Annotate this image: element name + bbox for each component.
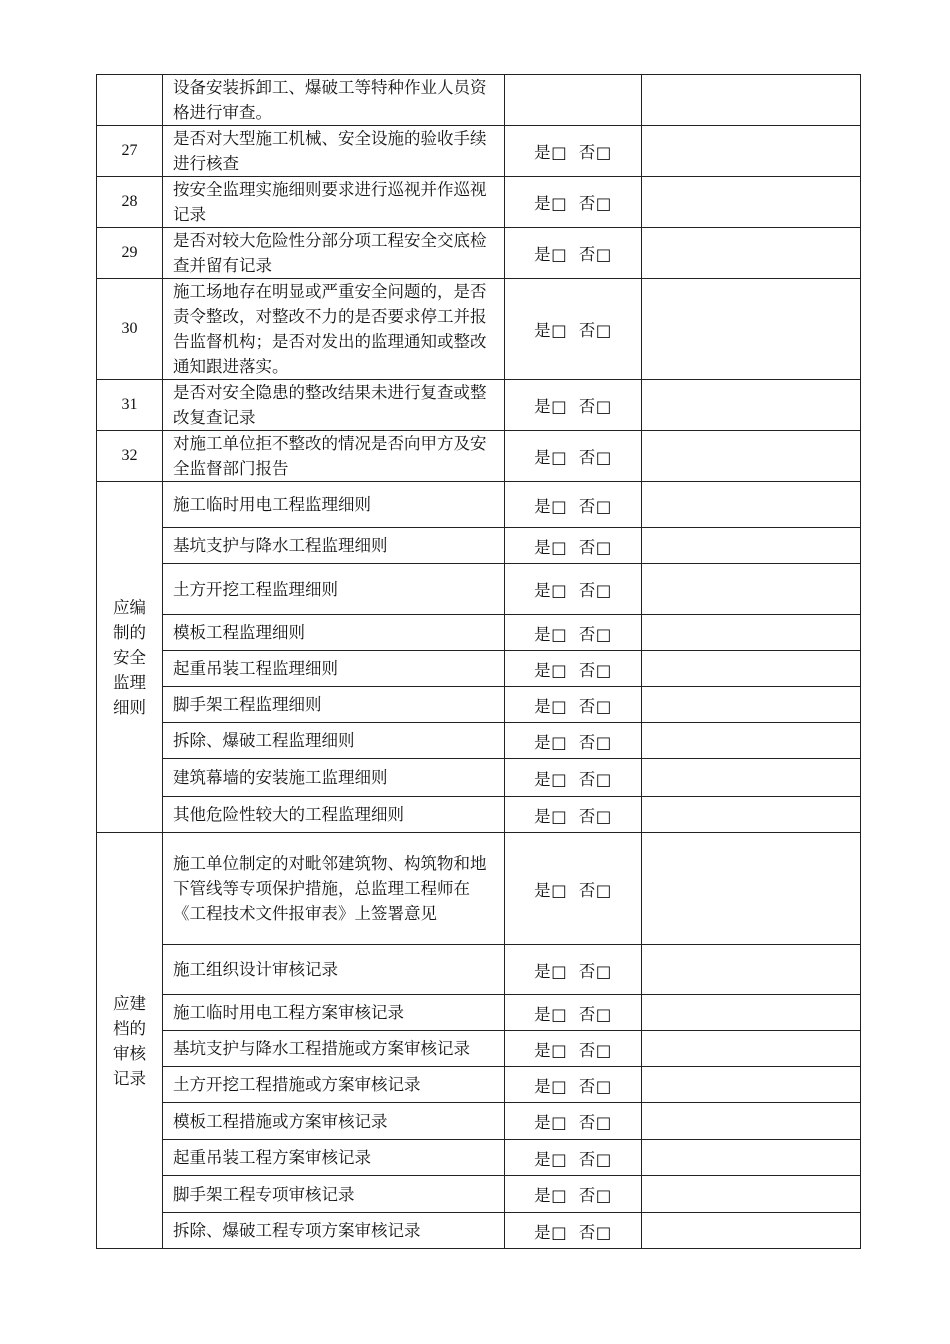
group-label-cell	[97, 833, 163, 1249]
table-row	[97, 797, 861, 833]
remarks-cell[interactable]	[642, 564, 861, 615]
table-row	[97, 380, 861, 431]
no-checkbox[interactable]: 否□	[578, 245, 612, 264]
remarks-cell[interactable]	[642, 797, 861, 833]
no-checkbox[interactable]: 否□	[578, 1222, 612, 1242]
no-checkbox[interactable]: 否□	[578, 1149, 612, 1169]
table-row	[97, 615, 861, 651]
yes-no-checkbox-cell[interactable]	[505, 687, 642, 723]
yes-no-checkbox-cell[interactable]	[505, 1213, 642, 1249]
yes-checkbox[interactable]: 是□	[534, 660, 568, 680]
no-checkbox[interactable]: 否□	[578, 448, 612, 467]
table-row	[97, 75, 861, 126]
no-checkbox[interactable]: 否□	[578, 1186, 612, 1205]
item-number: 29	[97, 228, 163, 279]
remarks-cell[interactable]	[642, 995, 861, 1031]
yes-checkbox[interactable]: 是□	[534, 880, 568, 900]
remarks-cell[interactable]	[642, 687, 861, 723]
yes-checkbox[interactable]: 是□	[534, 581, 568, 600]
item-number: 28	[97, 177, 163, 228]
no-checkbox[interactable]: 否□	[578, 1004, 612, 1024]
yes-checkbox[interactable]: 是□	[534, 624, 568, 644]
table-row	[97, 126, 861, 177]
yes-checkbox[interactable]: 是□	[534, 769, 568, 789]
yes-no-checkbox-cell[interactable]	[505, 1031, 642, 1067]
yes-checkbox[interactable]: 是□	[534, 448, 568, 467]
yes-no-checkbox-cell[interactable]	[505, 279, 642, 380]
yes-no-checkbox-cell[interactable]	[505, 1103, 642, 1140]
yes-checkbox[interactable]: 是□	[534, 1186, 568, 1205]
remarks-cell[interactable]	[642, 1140, 861, 1176]
remarks-cell[interactable]	[642, 177, 861, 228]
yes-no-checkbox-cell[interactable]	[505, 797, 642, 833]
remarks-cell[interactable]	[642, 651, 861, 687]
yes-checkbox[interactable]: 是□	[534, 496, 568, 516]
yes-checkbox[interactable]: 是□	[534, 194, 568, 213]
no-checkbox[interactable]: 否□	[578, 397, 612, 416]
no-checkbox[interactable]: 否□	[578, 732, 612, 752]
check-item-text: 建筑幕墙的安装施工监理细则	[163, 759, 505, 797]
table-row	[97, 482, 861, 528]
table-row	[97, 1067, 861, 1103]
check-item-text: 按安全监理实施细则要求进行巡视并作巡视记录	[163, 177, 505, 228]
check-item-text: 施工临时用电工程监理细则	[163, 482, 505, 528]
check-item-text: 脚手架工程监理细则	[163, 687, 505, 723]
table-row	[97, 177, 861, 228]
table-row	[97, 759, 861, 797]
yes-no-checkbox-cell[interactable]	[505, 1176, 642, 1213]
no-checkbox[interactable]: 否□	[578, 1040, 612, 1060]
yes-no-checkbox-cell[interactable]	[505, 833, 642, 945]
check-item-text: 土方开挖工程措施或方案审核记录	[163, 1067, 505, 1103]
check-item-text: 施工临时用电工程方案审核记录	[163, 995, 505, 1031]
item-number	[97, 75, 163, 126]
yes-checkbox[interactable]: 是□	[534, 397, 568, 416]
check-item-text: 起重吊装工程监理细则	[163, 651, 505, 687]
no-checkbox[interactable]: 否□	[578, 696, 612, 716]
no-checkbox[interactable]: 否□	[578, 961, 612, 981]
table-row	[97, 945, 861, 995]
yes-no-checkbox-cell[interactable]	[505, 380, 642, 431]
table-row	[97, 1176, 861, 1213]
group-label: 应建档的审核记录	[113, 993, 146, 1088]
check-item-text: 模板工程措施或方案审核记录	[163, 1103, 505, 1140]
remarks-cell[interactable]	[642, 431, 861, 482]
table-row	[97, 723, 861, 759]
table-row	[97, 1031, 861, 1067]
check-item-text: 施工场地存在明显或严重安全问题的，是否责令整改，对整改不力的是否要求停工并报告监督机构；是否对发出的监理通知或整改通知跟进落实。	[163, 279, 505, 380]
remarks-cell[interactable]	[642, 615, 861, 651]
table-row	[97, 833, 861, 945]
remarks-cell[interactable]	[642, 759, 861, 797]
check-item-text: 是否对安全隐患的整改结果未进行复查或整改复查记录	[163, 380, 505, 431]
yes-no-checkbox-cell[interactable]	[505, 1067, 642, 1103]
no-checkbox[interactable]: 否□	[578, 624, 612, 644]
yes-no-checkbox-cell[interactable]	[505, 177, 642, 228]
yes-checkbox[interactable]: 是□	[534, 1076, 568, 1096]
table-row	[97, 687, 861, 723]
check-item-text: 施工组织设计审核记录	[163, 945, 505, 995]
table-row	[97, 995, 861, 1031]
yes-no-checkbox-cell[interactable]	[505, 1140, 642, 1176]
yes-checkbox[interactable]: 是□	[534, 1004, 568, 1024]
check-item-text: 设备安装拆卸工、爆破工等特种作业人员资格进行审查。	[163, 75, 505, 126]
table-row	[97, 228, 861, 279]
yes-no-checkbox-cell[interactable]	[505, 945, 642, 995]
remarks-cell[interactable]	[642, 482, 861, 528]
yes-checkbox[interactable]: 是□	[534, 696, 568, 716]
remarks-cell[interactable]	[642, 1176, 861, 1213]
remarks-cell[interactable]	[642, 75, 861, 126]
remarks-cell[interactable]	[642, 1213, 861, 1249]
check-item-text: 是否对大型施工机械、安全设施的验收手续进行核查	[163, 126, 505, 177]
no-checkbox[interactable]: 否□	[578, 537, 612, 557]
yes-no-checkbox-cell[interactable]	[505, 564, 642, 615]
check-item-text: 模板工程监理细则	[163, 615, 505, 651]
no-checkbox[interactable]: 否□	[578, 143, 612, 162]
yes-no-checkbox-cell[interactable]	[505, 651, 642, 687]
check-item-text: 拆除、爆破工程监理细则	[163, 723, 505, 759]
yes-checkbox[interactable]: 是□	[534, 732, 568, 752]
yes-checkbox[interactable]: 是□	[534, 321, 568, 340]
no-checkbox[interactable]: 否□	[578, 321, 612, 340]
group-label: 应编制的安全监理细则	[113, 597, 146, 717]
check-item-text: 拆除、爆破工程专项方案审核记录	[163, 1213, 505, 1249]
remarks-cell[interactable]	[642, 279, 861, 380]
item-number: 30	[97, 279, 163, 380]
yes-checkbox[interactable]: 是□	[534, 1040, 568, 1060]
remarks-cell[interactable]	[642, 380, 861, 431]
yes-no-checkbox-cell[interactable]	[505, 126, 642, 177]
yes-checkbox[interactable]: 是□	[534, 143, 568, 162]
remarks-cell[interactable]	[642, 833, 861, 945]
yes-checkbox[interactable]: 是□	[534, 537, 568, 557]
no-checkbox[interactable]: 否□	[578, 806, 612, 826]
remarks-cell[interactable]	[642, 1067, 861, 1103]
no-checkbox[interactable]: 否□	[578, 1113, 612, 1132]
yes-no-checkbox-cell[interactable]	[505, 482, 642, 528]
yes-no-checkbox-cell[interactable]	[505, 759, 642, 797]
yes-no-checkbox-cell[interactable]	[505, 528, 642, 564]
yes-no-checkbox-cell[interactable]	[505, 995, 642, 1031]
no-checkbox[interactable]: 否□	[578, 496, 612, 516]
check-item-text: 基坑支护与降水工程措施或方案审核记录	[163, 1031, 505, 1067]
yes-checkbox[interactable]: 是□	[534, 1222, 568, 1242]
check-item-text: 土方开挖工程监理细则	[163, 564, 505, 615]
table-row	[97, 431, 861, 482]
remarks-cell[interactable]	[642, 228, 861, 279]
item-number: 27	[97, 126, 163, 177]
check-item-text: 起重吊装工程方案审核记录	[163, 1140, 505, 1176]
no-checkbox[interactable]: 否□	[578, 769, 612, 789]
remarks-cell[interactable]	[642, 528, 861, 564]
group-label-cell	[97, 482, 163, 833]
table-row	[97, 651, 861, 687]
check-item-text: 对施工单位拒不整改的情况是否向甲方及安全监督部门报告	[163, 431, 505, 482]
check-item-text: 施工单位制定的对毗邻建筑物、构筑物和地下管线等专项保护措施，总监理工程师在《工程技术文件报审表》上签署意见	[163, 833, 505, 945]
remarks-cell[interactable]	[642, 1103, 861, 1140]
no-checkbox[interactable]: 否□	[578, 880, 612, 900]
check-item-text: 基坑支护与降水工程监理细则	[163, 528, 505, 564]
yes-no-checkbox-cell[interactable]	[505, 723, 642, 759]
table-row	[97, 564, 861, 615]
safety-supervision-checklist-table	[96, 74, 861, 1249]
table-row	[97, 1140, 861, 1176]
yes-checkbox[interactable]: 是□	[534, 806, 568, 826]
remarks-cell[interactable]	[642, 945, 861, 995]
table-row	[97, 528, 861, 564]
yes-checkbox[interactable]: 是□	[534, 1113, 568, 1132]
no-checkbox[interactable]: 否□	[578, 194, 612, 213]
no-checkbox[interactable]: 否□	[578, 660, 612, 680]
yes-checkbox[interactable]: 是□	[534, 245, 568, 264]
check-item-text: 其他危险性较大的工程监理细则	[163, 797, 505, 833]
remarks-cell[interactable]	[642, 126, 861, 177]
yes-no-checkbox-cell[interactable]	[505, 431, 642, 482]
yes-checkbox[interactable]: 是□	[534, 961, 568, 981]
table-row	[97, 279, 861, 380]
yes-no-checkbox-cell[interactable]	[505, 228, 642, 279]
check-item-text: 脚手架工程专项审核记录	[163, 1176, 505, 1213]
empty-check-cell	[505, 75, 642, 126]
no-checkbox[interactable]: 否□	[578, 1076, 612, 1096]
remarks-cell[interactable]	[642, 1031, 861, 1067]
check-item-text: 是否对较大危险性分部分项工程安全交底检查并留有记录	[163, 228, 505, 279]
table-row	[97, 1213, 861, 1249]
no-checkbox[interactable]: 否□	[578, 581, 612, 600]
item-number: 32	[97, 431, 163, 482]
table-row	[97, 1103, 861, 1140]
yes-checkbox[interactable]: 是□	[534, 1149, 568, 1169]
item-number: 31	[97, 380, 163, 431]
remarks-cell[interactable]	[642, 723, 861, 759]
yes-no-checkbox-cell[interactable]	[505, 615, 642, 651]
